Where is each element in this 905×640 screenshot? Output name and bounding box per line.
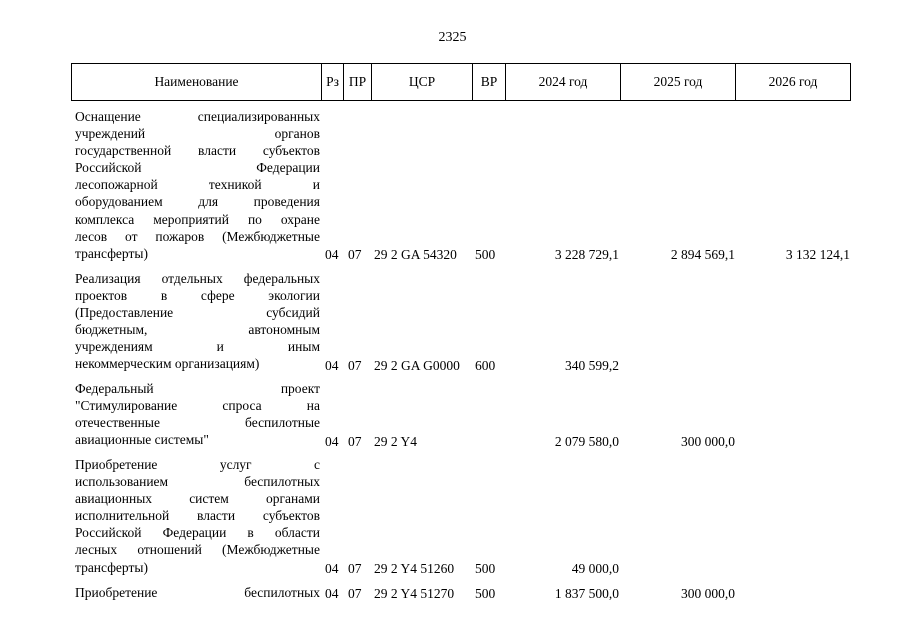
row-csr: 29 2 Y4 51260 bbox=[374, 561, 455, 576]
row-name bbox=[75, 270, 320, 373]
name-line: трансферты) bbox=[75, 559, 148, 575]
row-name bbox=[75, 108, 320, 262]
name-line: Федеральный проект bbox=[75, 381, 320, 396]
name-line: Приобретение услуг с bbox=[75, 457, 320, 472]
name-line: трансферты) bbox=[75, 245, 148, 261]
name-line: "Стимулирование спроса на bbox=[75, 398, 320, 414]
name-line: Приобретение беспилотных bbox=[75, 585, 320, 600]
row-vr: 600 bbox=[475, 358, 496, 373]
table-row bbox=[0, 584, 905, 602]
name-line: лесов от пожаров (Межбюджетные bbox=[75, 228, 320, 244]
name-line: бюджетным, автономным bbox=[75, 322, 320, 338]
table-row bbox=[0, 456, 905, 577]
row-pr: 07 bbox=[348, 247, 362, 262]
name-line: лесных отношений (Межбюджетные bbox=[75, 542, 320, 558]
row-rz: 04 bbox=[325, 247, 339, 262]
header-pr: ПР bbox=[344, 64, 372, 100]
name-line: авиационных систем органами bbox=[75, 491, 320, 507]
row-2024: 340 599,2 bbox=[565, 358, 619, 373]
table-row bbox=[0, 270, 905, 374]
row-csr: 29 2 GA 54320 bbox=[374, 247, 457, 262]
name-line: отечественные беспилотные bbox=[75, 415, 320, 431]
header-2026: 2026 год bbox=[768, 74, 818, 89]
row-rz: 04 bbox=[325, 434, 339, 449]
name-line: оборудованием для проведения bbox=[75, 194, 320, 210]
header-csr: ЦСР bbox=[372, 64, 473, 100]
header-name: Наименование bbox=[72, 64, 322, 100]
name-line: учреждений органов bbox=[75, 126, 320, 142]
row-2026: 3 132 124,1 bbox=[785, 247, 850, 262]
page-number: 2325 bbox=[438, 30, 467, 45]
name-line: Оснащение специализированных bbox=[75, 109, 320, 124]
row-2024: 1 837 500,0 bbox=[554, 586, 619, 601]
name-line: лесопожарной техникой и bbox=[75, 177, 320, 193]
row-2025: 300 000,0 bbox=[681, 586, 735, 601]
row-2025: 2 894 569,1 bbox=[670, 247, 735, 262]
row-2024: 3 228 729,1 bbox=[554, 247, 619, 262]
row-vr: 500 bbox=[475, 561, 496, 576]
row-2025: 300 000,0 bbox=[681, 434, 735, 449]
row-pr: 07 bbox=[348, 561, 362, 576]
row-vr: 500 bbox=[475, 586, 496, 601]
table-header bbox=[71, 63, 851, 101]
name-line: авиационные системы" bbox=[75, 432, 209, 448]
name-line: комплекса мероприятий по охране bbox=[75, 211, 320, 227]
table-row bbox=[0, 380, 905, 450]
header-rz: Рз bbox=[322, 64, 344, 100]
name-line: учреждениям и иным bbox=[75, 339, 320, 355]
row-vr: 500 bbox=[475, 247, 496, 262]
row-rz: 04 bbox=[325, 358, 339, 373]
row-rz: 04 bbox=[325, 561, 339, 576]
header-vr: ВР bbox=[473, 64, 506, 100]
name-line: (Предоставление субсидий bbox=[75, 305, 320, 321]
row-name bbox=[75, 584, 320, 601]
name-line: использованием беспилотных bbox=[75, 474, 320, 490]
row-csr: 29 2 GA G0000 bbox=[374, 358, 460, 373]
row-2024: 49 000,0 bbox=[571, 561, 619, 576]
name-line: Российской Федерации bbox=[75, 160, 320, 176]
name-line: некоммерческим организациям) bbox=[75, 356, 260, 372]
row-csr: 29 2 Y4 bbox=[374, 434, 417, 449]
header-2024: 2024 год bbox=[506, 64, 621, 100]
row-name bbox=[75, 380, 320, 448]
row-csr: 29 2 Y4 51270 bbox=[374, 586, 455, 601]
row-pr: 07 bbox=[348, 586, 362, 601]
name-line: Реализация отдельных федеральных bbox=[75, 271, 320, 286]
row-pr: 07 bbox=[348, 434, 362, 449]
row-2024: 2 079 580,0 bbox=[554, 434, 619, 449]
table-row bbox=[0, 108, 905, 263]
name-line: государственной власти субъектов bbox=[75, 143, 320, 159]
name-line: проектов в сфере экологии bbox=[75, 288, 320, 304]
name-line: исполнительной власти субъектов bbox=[75, 508, 320, 524]
header-2025: 2025 год bbox=[621, 64, 736, 100]
row-rz: 04 bbox=[325, 586, 339, 601]
row-name bbox=[75, 456, 320, 576]
name-line: Российской Федерации в области bbox=[75, 525, 320, 541]
row-pr: 07 bbox=[348, 358, 362, 373]
